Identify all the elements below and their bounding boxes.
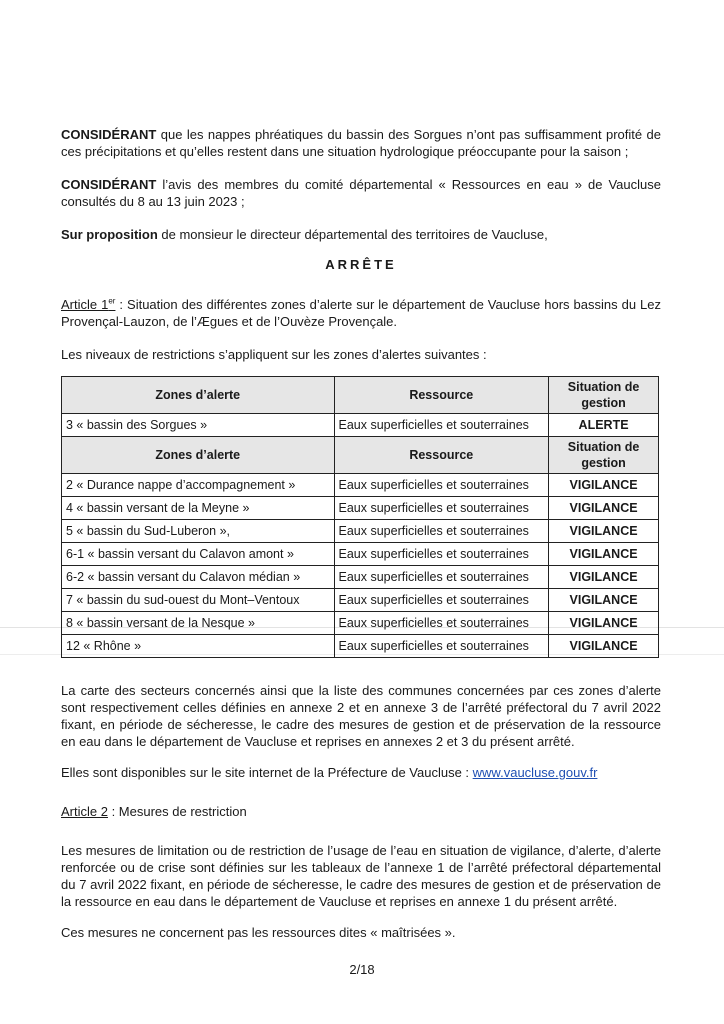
decree-title: ARRÊTE bbox=[325, 257, 397, 272]
table-row bbox=[62, 589, 659, 612]
status-cell: VIGILANCE bbox=[549, 635, 659, 658]
proposition-keyword: Sur proposition bbox=[61, 227, 158, 242]
status-cell: VIGILANCE bbox=[549, 474, 659, 497]
article-2-label: Article 2 bbox=[61, 804, 108, 819]
zone-cell: 4 « bassin versant de la Meyne » bbox=[62, 497, 335, 520]
article-1-heading bbox=[61, 296, 661, 330]
considerant-keyword: CONSIDÉRANT bbox=[61, 127, 157, 142]
table-row bbox=[62, 414, 659, 437]
considerant-paragraph-1 bbox=[61, 126, 661, 160]
article-2-heading bbox=[61, 803, 661, 820]
page-number: 2/18 bbox=[349, 962, 375, 977]
considerant-keyword: CONSIDÉRANT bbox=[61, 177, 157, 192]
zone-cell: 6-1 « bassin versant du Calavon amont » bbox=[62, 543, 335, 566]
document-page bbox=[61, 126, 661, 941]
header-resource: Ressource bbox=[334, 377, 549, 414]
measures-paragraph: Les mesures de limitation ou de restriction de l’usage de l’eau en situation de vigilance, d’alerte, d’alerte renforcée ou de crise sont définies sur les tableaux de l’annexe 1 de l’arrêté préfectoral départemental du 7 avril 2022 fixant, en période de sécheresse, le cadre des mesures de gestion et de préservation de la ressource en eau dans le département de Vaucluse et reprises en annexe 1 du présent arrêté. bbox=[61, 843, 661, 909]
status-cell: ALERTE bbox=[549, 414, 659, 437]
zone-cell: 5 « bassin du Sud-Luberon », bbox=[62, 520, 335, 543]
table-row bbox=[62, 612, 659, 635]
resource-cell: Eaux superficielles et souterraines bbox=[334, 497, 549, 520]
table-row bbox=[62, 520, 659, 543]
paragraph-text: Elles sont disponibles sur le site internet de la Préfecture de Vaucluse : bbox=[61, 765, 473, 780]
resource-cell: Eaux superficielles et souterraines bbox=[334, 543, 549, 566]
header-resource: Ressource bbox=[334, 437, 549, 474]
zone-cell: 8 « bassin versant de la Nesque » bbox=[62, 612, 335, 635]
status-cell: VIGILANCE bbox=[549, 589, 659, 612]
resource-cell: Eaux superficielles et souterraines bbox=[334, 566, 549, 589]
header-status: Situation de gestion bbox=[549, 377, 659, 414]
table-row bbox=[62, 635, 659, 658]
article-1-text: : Situation des différentes zones d’alerte sur le département de Vaucluse hors bassins du Lez Provençal-Lauzon, de l’Ægues et de l’Ouvèze Provençale. bbox=[61, 297, 661, 329]
paragraph-text: que les nappes phréatiques du bassin des Sorgues n’ont pas suffisamment profité de ces précipitations et qu’elles restent dans une situation hydrologique préoccupante pour la saison ; bbox=[61, 127, 661, 159]
header-zones: Zones d’alerte bbox=[62, 437, 335, 474]
status-cell: VIGILANCE bbox=[549, 497, 659, 520]
zone-cell: 6-2 « bassin versant du Calavon médian » bbox=[62, 566, 335, 589]
resource-cell: Eaux superficielles et souterraines bbox=[334, 474, 549, 497]
prefecture-website-link[interactable]: www.vaucluse.gouv.fr bbox=[472, 765, 598, 780]
proposition-paragraph bbox=[61, 226, 661, 243]
article-2-text: : Mesures de restriction bbox=[107, 804, 247, 819]
zone-cell: 7 « bassin du sud-ouest du Mont–Ventoux bbox=[62, 589, 335, 612]
status-cell: VIGILANCE bbox=[549, 612, 659, 635]
status-cell: VIGILANCE bbox=[549, 566, 659, 589]
resource-cell: Eaux superficielles et souterraines bbox=[334, 520, 549, 543]
status-cell: VIGILANCE bbox=[549, 543, 659, 566]
resource-cell: Eaux superficielles et souterraines bbox=[334, 414, 549, 437]
table-row bbox=[62, 474, 659, 497]
table-row bbox=[62, 566, 659, 589]
restrictions-intro: Les niveaux de restrictions s’appliquent sur les zones d’alertes suivantes : bbox=[61, 347, 487, 362]
resource-cell: Eaux superficielles et souterraines bbox=[334, 612, 549, 635]
header-status: Situation de gestion bbox=[549, 437, 659, 474]
table-row bbox=[62, 497, 659, 520]
table-header-row bbox=[62, 377, 659, 414]
last-paragraph: Ces mesures ne concernent pas les ressources dites « maîtrisées ». bbox=[61, 925, 456, 940]
status-cell: VIGILANCE bbox=[549, 520, 659, 543]
table-row bbox=[62, 543, 659, 566]
zone-cell: 2 « Durance nappe d’accompagnement » bbox=[62, 474, 335, 497]
alert-zones-table bbox=[61, 376, 659, 658]
header-zones: Zones d’alerte bbox=[62, 377, 335, 414]
zone-cell: 12 « Rhône » bbox=[62, 635, 335, 658]
paragraph-text: de monsieur le directeur départemental des territoires de Vaucluse, bbox=[157, 227, 548, 242]
map-paragraph: La carte des secteurs concernés ainsi que la liste des communes concernées par ces zones d’alerte sont respectivement celles définies en annexe 2 et en annexe 3 de l’arrêté préfectoral du 7 avril 2022 fixant, en période de sécheresse, le cadre des mesures de gestion et de préservation de la ressource en eau dans le département de Vaucluse et reprises en annexes 2 et 3 du présent arrêté. bbox=[61, 683, 661, 749]
zone-cell: 3 « bassin des Sorgues » bbox=[62, 414, 335, 437]
table-header-row bbox=[62, 437, 659, 474]
website-paragraph bbox=[61, 764, 661, 781]
paragraph-text: l’avis des membres du comité départemental « Ressources en eau » de Vaucluse consultés du 8 au 13 juin 2023 ; bbox=[61, 177, 661, 209]
resource-cell: Eaux superficielles et souterraines bbox=[334, 635, 549, 658]
considerant-paragraph-2 bbox=[61, 176, 661, 210]
article-1-label: Article 1er bbox=[61, 296, 116, 312]
resource-cell: Eaux superficielles et souterraines bbox=[334, 589, 549, 612]
